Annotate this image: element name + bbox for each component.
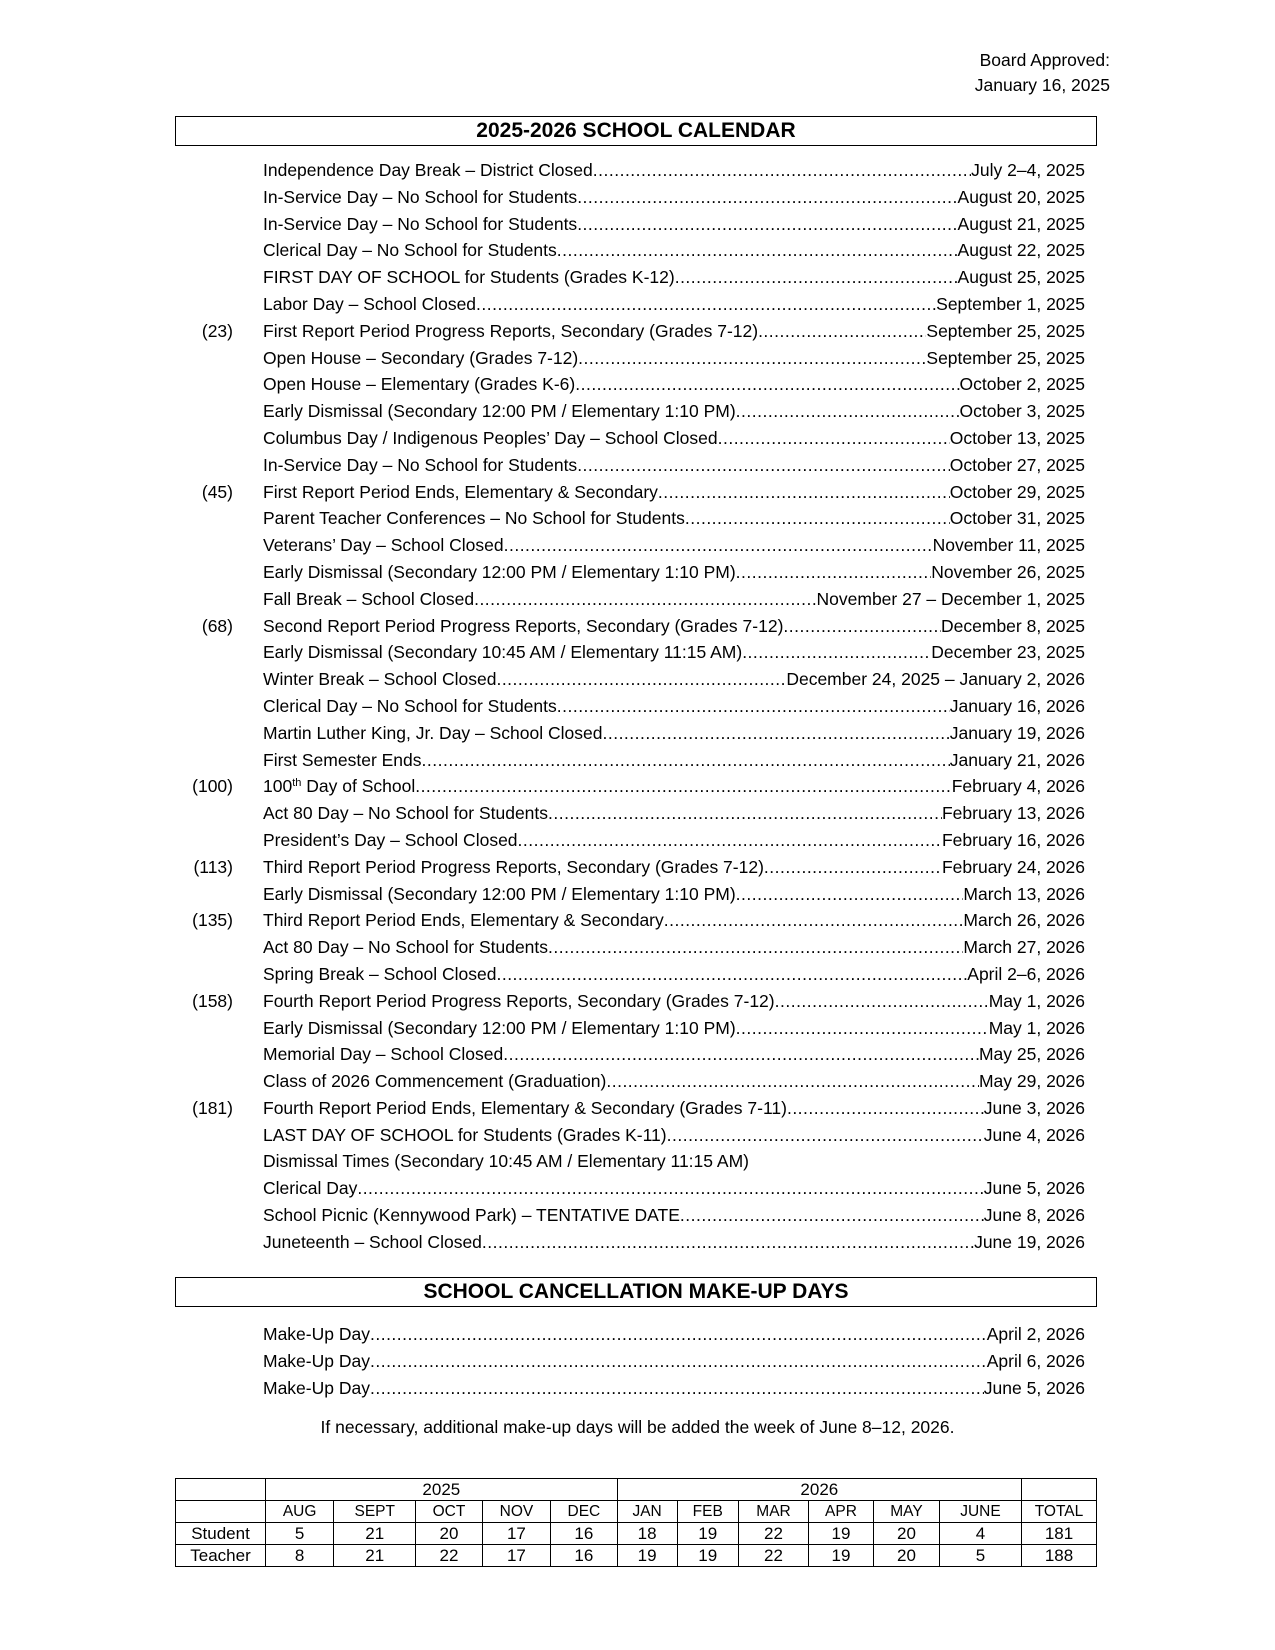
dot-leader bbox=[577, 452, 950, 479]
calendar-event-row bbox=[175, 1015, 1085, 1042]
report-day-count: (181) bbox=[192, 1097, 233, 1118]
event-entry bbox=[263, 479, 1085, 506]
dot-leader bbox=[496, 666, 786, 693]
event-date: August 22, 2025 bbox=[957, 240, 1085, 261]
day-count-cell: 22 bbox=[739, 1523, 809, 1545]
event-label: Veterans’ Day – School Closed bbox=[263, 535, 504, 556]
report-day-count: (45) bbox=[201, 481, 233, 502]
event-label bbox=[263, 773, 415, 800]
calendar-event-row bbox=[175, 907, 1085, 934]
day-count-cell: 19 bbox=[809, 1523, 874, 1545]
month-header: MAY bbox=[873, 1501, 939, 1523]
event-date: October 29, 2025 bbox=[949, 481, 1085, 502]
event-entry bbox=[263, 398, 1085, 425]
makeup-label: Make-Up Day bbox=[263, 1350, 370, 1371]
calendar-event-row bbox=[175, 1202, 1085, 1229]
event-date: February 24, 2026 bbox=[941, 856, 1085, 877]
event-entry bbox=[263, 264, 1085, 291]
calendar-event-row bbox=[175, 184, 1085, 211]
day-count-cell: 21 bbox=[334, 1523, 416, 1545]
event-entry bbox=[263, 1148, 1085, 1175]
event-label: Open House – Elementary (Grades K-6) bbox=[263, 374, 576, 395]
event-label: Early Dismissal (Secondary 12:00 PM / Elementary 1:10 PM) bbox=[263, 561, 736, 582]
calendar-events-list bbox=[175, 157, 1085, 1256]
dot-leader bbox=[658, 479, 950, 506]
month-header: AUG bbox=[266, 1501, 334, 1523]
event-label: Third Report Period Ends, Elementary & Secondary bbox=[263, 910, 664, 931]
event-date: June 4, 2026 bbox=[983, 1124, 1085, 1145]
total-header: TOTAL bbox=[1022, 1501, 1097, 1523]
dot-leader bbox=[557, 693, 950, 720]
day-count-cell: 4 bbox=[939, 1523, 1021, 1545]
event-label: Parent Teacher Conferences – No School for Students bbox=[263, 508, 685, 529]
event-label: Class of 2026 Commencement (Graduation) bbox=[263, 1071, 607, 1092]
event-date: March 27, 2026 bbox=[963, 937, 1085, 958]
event-label: Spring Break – School Closed bbox=[263, 963, 497, 984]
calendar-event-row bbox=[175, 773, 1085, 800]
calendar-event-row bbox=[175, 291, 1085, 318]
event-entry bbox=[263, 666, 1085, 693]
day-count-cell: 19 bbox=[809, 1545, 874, 1567]
event-label: Fall Break – School Closed bbox=[263, 588, 475, 609]
dot-leader bbox=[667, 1122, 984, 1149]
month-header: JAN bbox=[617, 1501, 677, 1523]
empty-cell bbox=[176, 1479, 266, 1501]
event-date: October 31, 2025 bbox=[949, 508, 1085, 529]
calendar-event-row bbox=[175, 1122, 1085, 1149]
event-date: June 3, 2026 bbox=[983, 1097, 1085, 1118]
makeup-label: Make-Up Day bbox=[263, 1324, 370, 1344]
dot-leader bbox=[518, 827, 942, 854]
calendar-event-row bbox=[175, 827, 1085, 854]
dot-leader bbox=[664, 907, 964, 934]
event-date: January 19, 2026 bbox=[949, 722, 1085, 743]
event-label: Martin Luther King, Jr. Day – School Closed bbox=[263, 722, 603, 743]
event-date: September 1, 2025 bbox=[936, 293, 1085, 314]
month-header: NOV bbox=[482, 1501, 550, 1523]
report-day-count: (113) bbox=[193, 856, 233, 877]
event-entry bbox=[263, 452, 1085, 479]
event-date: May 1, 2026 bbox=[988, 990, 1085, 1011]
day-count-cell: 19 bbox=[677, 1523, 739, 1545]
event-entry bbox=[263, 1041, 1085, 1068]
event-entry bbox=[263, 1068, 1085, 1095]
event-entry bbox=[263, 988, 1085, 1015]
calendar-event-row bbox=[175, 586, 1085, 613]
event-label: Fourth Report Period Progress Reports, Secondary (Grades 7-12) bbox=[263, 990, 775, 1011]
event-date: June 19, 2026 bbox=[974, 1231, 1085, 1252]
year-2025-header: 2025 bbox=[266, 1479, 618, 1501]
calendar-event-row bbox=[175, 345, 1085, 372]
day-count-cell: 19 bbox=[617, 1545, 677, 1567]
calendar-event-row bbox=[175, 318, 1085, 345]
table-row-student bbox=[176, 1523, 1097, 1545]
dot-leader bbox=[548, 934, 963, 961]
month-header: JUNE bbox=[939, 1501, 1021, 1523]
event-entry bbox=[263, 881, 1085, 908]
makeup-date: June 5, 2026 bbox=[983, 1377, 1085, 1398]
makeup-day-row bbox=[175, 1375, 1085, 1402]
event-label: In-Service Day – No School for Students bbox=[263, 454, 578, 475]
instructional-days-table bbox=[175, 1478, 1097, 1567]
event-label: Clerical Day – No School for Students bbox=[263, 240, 557, 261]
dot-leader bbox=[415, 773, 952, 800]
event-date: August 25, 2025 bbox=[957, 267, 1085, 288]
day-count-cell: 22 bbox=[739, 1545, 809, 1567]
event-entry bbox=[263, 1122, 1085, 1149]
day-count-cell: 5 bbox=[939, 1545, 1021, 1567]
day-count-cell: 16 bbox=[551, 1545, 618, 1567]
dot-leader bbox=[602, 720, 949, 747]
event-date: June 5, 2026 bbox=[983, 1178, 1085, 1199]
day-count-cell: 21 bbox=[334, 1545, 416, 1567]
event-date: December 8, 2025 bbox=[941, 615, 1085, 636]
calendar-event-row bbox=[175, 264, 1085, 291]
event-label: First Report Period Ends, Elementary & Secondary bbox=[263, 481, 658, 502]
event-date: September 25, 2025 bbox=[926, 347, 1085, 368]
event-date: October 3, 2025 bbox=[959, 401, 1085, 422]
event-entry bbox=[263, 961, 1085, 988]
dot-leader bbox=[422, 747, 950, 774]
calendar-event-row bbox=[175, 613, 1085, 640]
day-count-cell: 17 bbox=[482, 1545, 550, 1567]
report-day-count: (158) bbox=[192, 990, 233, 1011]
event-label: Labor Day – School Closed bbox=[263, 293, 477, 314]
event-date: January 21, 2026 bbox=[949, 749, 1085, 770]
calendar-event-row bbox=[175, 559, 1085, 586]
event-date: August 21, 2025 bbox=[957, 213, 1085, 234]
day-count-cell: 5 bbox=[266, 1523, 334, 1545]
calendar-event-row bbox=[175, 371, 1085, 398]
event-date: October 27, 2025 bbox=[949, 454, 1085, 475]
makeup-days-list bbox=[175, 1321, 1085, 1401]
board-approved-label: Board Approved: bbox=[979, 50, 1110, 70]
event-label: Clerical Day – No School for Students bbox=[263, 695, 557, 716]
makeup-entry bbox=[263, 1321, 1085, 1348]
event-label-text: Day of School bbox=[301, 776, 416, 797]
dot-leader bbox=[736, 559, 932, 586]
event-label: First Report Period Progress Reports, Secondary (Grades 7-12) bbox=[263, 320, 759, 341]
calendar-event-row bbox=[175, 1229, 1085, 1256]
calendar-event-row bbox=[175, 1148, 1085, 1175]
month-header: SEPT bbox=[334, 1501, 416, 1523]
event-date: September 25, 2025 bbox=[926, 320, 1085, 341]
dot-leader bbox=[476, 291, 936, 318]
event-entry bbox=[263, 505, 1085, 532]
event-label: Columbus Day / Indigenous Peoples’ Day – School Closed bbox=[263, 427, 718, 448]
dot-leader bbox=[357, 1175, 983, 1202]
dot-leader bbox=[606, 1068, 979, 1095]
dot-leader bbox=[685, 505, 950, 532]
event-date: February 13, 2026 bbox=[941, 803, 1085, 824]
calendar-event-row bbox=[175, 747, 1085, 774]
report-day-count: (100) bbox=[192, 776, 233, 797]
day-count-cell: 18 bbox=[617, 1523, 677, 1545]
dot-leader bbox=[482, 1229, 974, 1256]
dot-leader bbox=[736, 1015, 989, 1042]
calendar-event-row bbox=[175, 854, 1085, 881]
calendar-event-row bbox=[175, 157, 1085, 184]
month-header: FEB bbox=[677, 1501, 739, 1523]
calendar-event-row bbox=[175, 693, 1085, 720]
calendar-event-row bbox=[175, 1041, 1085, 1068]
day-count-cell: 20 bbox=[416, 1523, 483, 1545]
calendar-event-row bbox=[175, 666, 1085, 693]
event-entry bbox=[263, 157, 1085, 184]
event-label: FIRST DAY OF SCHOOL for Students (Grades K-12) bbox=[263, 267, 675, 288]
event-date: June 8, 2026 bbox=[983, 1205, 1085, 1226]
calendar-event-row bbox=[175, 720, 1085, 747]
calendar-event-row bbox=[175, 1095, 1085, 1122]
makeup-entry bbox=[263, 1375, 1085, 1402]
calendar-event-row bbox=[175, 532, 1085, 559]
event-entry bbox=[263, 1015, 1085, 1042]
dot-leader bbox=[775, 988, 989, 1015]
event-label: Early Dismissal (Secondary 10:45 AM / Elementary 11:15 AM) bbox=[263, 642, 743, 663]
year-header-row bbox=[176, 1479, 1097, 1501]
dot-leader bbox=[593, 157, 971, 184]
event-date: November 26, 2025 bbox=[931, 561, 1085, 582]
dot-leader bbox=[783, 613, 941, 640]
event-label: Independence Day Break – District Closed bbox=[263, 160, 593, 180]
makeup-day-row bbox=[175, 1321, 1085, 1348]
calendar-event-row bbox=[175, 237, 1085, 264]
event-entry bbox=[263, 318, 1085, 345]
event-date: December 24, 2025 – January 2, 2026 bbox=[786, 669, 1085, 690]
event-entry bbox=[263, 773, 1085, 800]
dot-leader bbox=[577, 184, 957, 211]
event-entry bbox=[263, 827, 1085, 854]
event-entry bbox=[263, 425, 1085, 452]
report-day-count: (135) bbox=[192, 910, 233, 931]
event-entry bbox=[263, 586, 1085, 613]
event-label: Memorial Day – School Closed bbox=[263, 1044, 504, 1065]
event-entry bbox=[263, 720, 1085, 747]
day-count-cell: 16 bbox=[551, 1523, 618, 1545]
event-date: March 13, 2026 bbox=[963, 883, 1085, 904]
event-label: Winter Break – School Closed bbox=[263, 669, 497, 690]
event-entry bbox=[263, 1202, 1085, 1229]
event-label: Third Report Period Progress Reports, Secondary (Grades 7-12) bbox=[263, 856, 764, 877]
event-entry bbox=[263, 639, 1085, 666]
calendar-event-row bbox=[175, 479, 1085, 506]
event-label: Open House – Secondary (Grades 7-12) bbox=[263, 347, 579, 368]
dot-leader bbox=[474, 586, 816, 613]
event-entry bbox=[263, 237, 1085, 264]
event-entry bbox=[263, 934, 1085, 961]
calendar-event-row bbox=[175, 1068, 1085, 1095]
day-count-cell: 20 bbox=[873, 1523, 939, 1545]
board-approved-date: January 16, 2025 bbox=[974, 75, 1110, 95]
calendar-event-row bbox=[175, 211, 1085, 238]
event-date: December 23, 2025 bbox=[931, 642, 1085, 663]
day-count-cell: 8 bbox=[266, 1545, 334, 1567]
event-entry bbox=[263, 800, 1085, 827]
event-label-superscript: th bbox=[292, 777, 302, 790]
dot-leader bbox=[675, 264, 958, 291]
day-count-cell: 20 bbox=[873, 1545, 939, 1567]
event-label: Early Dismissal (Secondary 12:00 PM / Elementary 1:10 PM) bbox=[263, 401, 736, 422]
event-entry bbox=[263, 854, 1085, 881]
calendar-event-row bbox=[175, 1175, 1085, 1202]
day-count-cell: 19 bbox=[677, 1545, 739, 1567]
dot-leader bbox=[370, 1348, 987, 1375]
event-entry bbox=[263, 613, 1085, 640]
total-cell: 181 bbox=[1022, 1523, 1097, 1545]
table-row-teacher bbox=[176, 1545, 1097, 1567]
event-entry bbox=[263, 371, 1085, 398]
event-date: March 26, 2026 bbox=[963, 910, 1085, 931]
event-date: July 2–4, 2025 bbox=[971, 160, 1085, 180]
row-label: Student bbox=[176, 1523, 266, 1545]
calendar-event-row bbox=[175, 800, 1085, 827]
calendar-event-row bbox=[175, 988, 1085, 1015]
dot-leader bbox=[503, 1041, 979, 1068]
event-label: School Picnic (Kennywood Park) – TENTATIVE DATE bbox=[263, 1205, 680, 1226]
event-date: May 25, 2026 bbox=[978, 1044, 1085, 1065]
event-entry bbox=[263, 1175, 1085, 1202]
event-entry bbox=[263, 345, 1085, 372]
dot-leader bbox=[736, 398, 960, 425]
dot-leader bbox=[548, 800, 942, 827]
event-label: In-Service Day – No School for Students bbox=[263, 186, 578, 207]
dot-leader bbox=[577, 211, 957, 238]
dot-leader bbox=[575, 371, 959, 398]
calendar-event-row bbox=[175, 398, 1085, 425]
empty-cell bbox=[176, 1501, 266, 1523]
event-entry bbox=[263, 211, 1085, 238]
event-label: LAST DAY OF SCHOOL for Students (Grades K-11) bbox=[263, 1124, 667, 1145]
event-label: First Semester Ends bbox=[263, 749, 422, 770]
calendar-event-row bbox=[175, 452, 1085, 479]
report-day-count: (23) bbox=[201, 320, 233, 341]
event-entry bbox=[263, 1095, 1085, 1122]
event-date: April 2–6, 2026 bbox=[967, 963, 1085, 984]
makeup-date: April 6, 2026 bbox=[986, 1350, 1085, 1371]
dot-leader bbox=[718, 425, 950, 452]
event-date: October 2, 2025 bbox=[959, 374, 1085, 395]
board-approved bbox=[975, 48, 1110, 98]
dot-leader bbox=[680, 1202, 984, 1229]
dot-leader bbox=[504, 532, 933, 559]
event-label: Early Dismissal (Secondary 12:00 PM / Elementary 1:10 PM) bbox=[263, 883, 736, 904]
dot-leader bbox=[736, 881, 964, 908]
event-entry bbox=[263, 291, 1085, 318]
event-entry bbox=[263, 907, 1085, 934]
makeup-date: April 2, 2026 bbox=[986, 1324, 1085, 1344]
event-entry bbox=[263, 693, 1085, 720]
event-label: Clerical Day bbox=[263, 1178, 358, 1199]
makeup-title: SCHOOL CANCELLATION MAKE-UP DAYS bbox=[175, 1277, 1097, 1307]
dot-leader bbox=[787, 1095, 984, 1122]
event-label: President’s Day – School Closed bbox=[263, 829, 518, 850]
dot-leader bbox=[496, 961, 967, 988]
event-date: November 27 – December 1, 2025 bbox=[816, 588, 1085, 609]
makeup-note: If necessary, additional make-up days will be added the week of June 8–12, 2026. bbox=[320, 1417, 955, 1437]
event-label: Fourth Report Period Ends, Elementary & Secondary (Grades 7-11) bbox=[263, 1097, 787, 1118]
makeup-label: Make-Up Day bbox=[263, 1377, 370, 1398]
day-count-cell: 17 bbox=[482, 1523, 550, 1545]
event-label: In-Service Day – No School for Students bbox=[263, 213, 578, 234]
event-date: May 1, 2026 bbox=[988, 1017, 1085, 1038]
dot-leader bbox=[578, 345, 926, 372]
event-label: Dismissal Times (Secondary 10:45 AM / Elementary 11:15 AM) bbox=[263, 1151, 749, 1172]
calendar-event-row bbox=[175, 425, 1085, 452]
event-date: February 16, 2026 bbox=[941, 829, 1085, 850]
event-label: Early Dismissal (Secondary 12:00 PM / Elementary 1:10 PM) bbox=[263, 1017, 736, 1038]
dot-leader bbox=[742, 639, 931, 666]
dot-leader bbox=[370, 1375, 984, 1402]
event-label: Act 80 Day – No School for Students bbox=[263, 937, 549, 958]
dot-leader bbox=[557, 237, 958, 264]
event-entry bbox=[263, 184, 1085, 211]
makeup-entry bbox=[263, 1348, 1085, 1375]
event-label: Second Report Period Progress Reports, Secondary (Grades 7-12) bbox=[263, 615, 784, 636]
event-label: Juneteenth – School Closed bbox=[263, 1231, 482, 1252]
dot-leader bbox=[764, 854, 942, 881]
month-header: APR bbox=[809, 1501, 874, 1523]
event-date: October 13, 2025 bbox=[949, 427, 1085, 448]
event-date: May 29, 2026 bbox=[978, 1071, 1085, 1092]
event-label-number: 100 bbox=[263, 776, 293, 797]
report-day-count: (68) bbox=[201, 615, 233, 636]
event-entry bbox=[263, 1229, 1085, 1256]
calendar-title: 2025-2026 SCHOOL CALENDAR bbox=[175, 116, 1097, 146]
calendar-event-row bbox=[175, 961, 1085, 988]
day-count-cell: 22 bbox=[416, 1545, 483, 1567]
event-date: January 16, 2026 bbox=[949, 695, 1085, 716]
makeup-day-row bbox=[175, 1348, 1085, 1375]
empty-cell bbox=[1022, 1479, 1097, 1501]
event-entry bbox=[263, 559, 1085, 586]
calendar-event-row bbox=[175, 934, 1085, 961]
event-date: August 20, 2025 bbox=[957, 186, 1085, 207]
month-header-row bbox=[176, 1501, 1097, 1523]
calendar-event-row bbox=[175, 639, 1085, 666]
event-date: February 4, 2026 bbox=[951, 776, 1085, 797]
row-label: Teacher bbox=[176, 1545, 266, 1567]
dot-leader bbox=[370, 1321, 987, 1348]
calendar-event-row bbox=[175, 505, 1085, 532]
event-entry bbox=[263, 532, 1085, 559]
event-entry bbox=[263, 747, 1085, 774]
dot-leader bbox=[758, 318, 926, 345]
event-date: November 11, 2025 bbox=[932, 535, 1085, 556]
month-header: OCT bbox=[416, 1501, 483, 1523]
year-2026-header: 2026 bbox=[617, 1479, 1021, 1501]
month-header: DEC bbox=[551, 1501, 618, 1523]
calendar-event-row bbox=[175, 881, 1085, 908]
event-label: Act 80 Day – No School for Students bbox=[263, 803, 549, 824]
month-header: MAR bbox=[739, 1501, 809, 1523]
total-cell: 188 bbox=[1022, 1545, 1097, 1567]
